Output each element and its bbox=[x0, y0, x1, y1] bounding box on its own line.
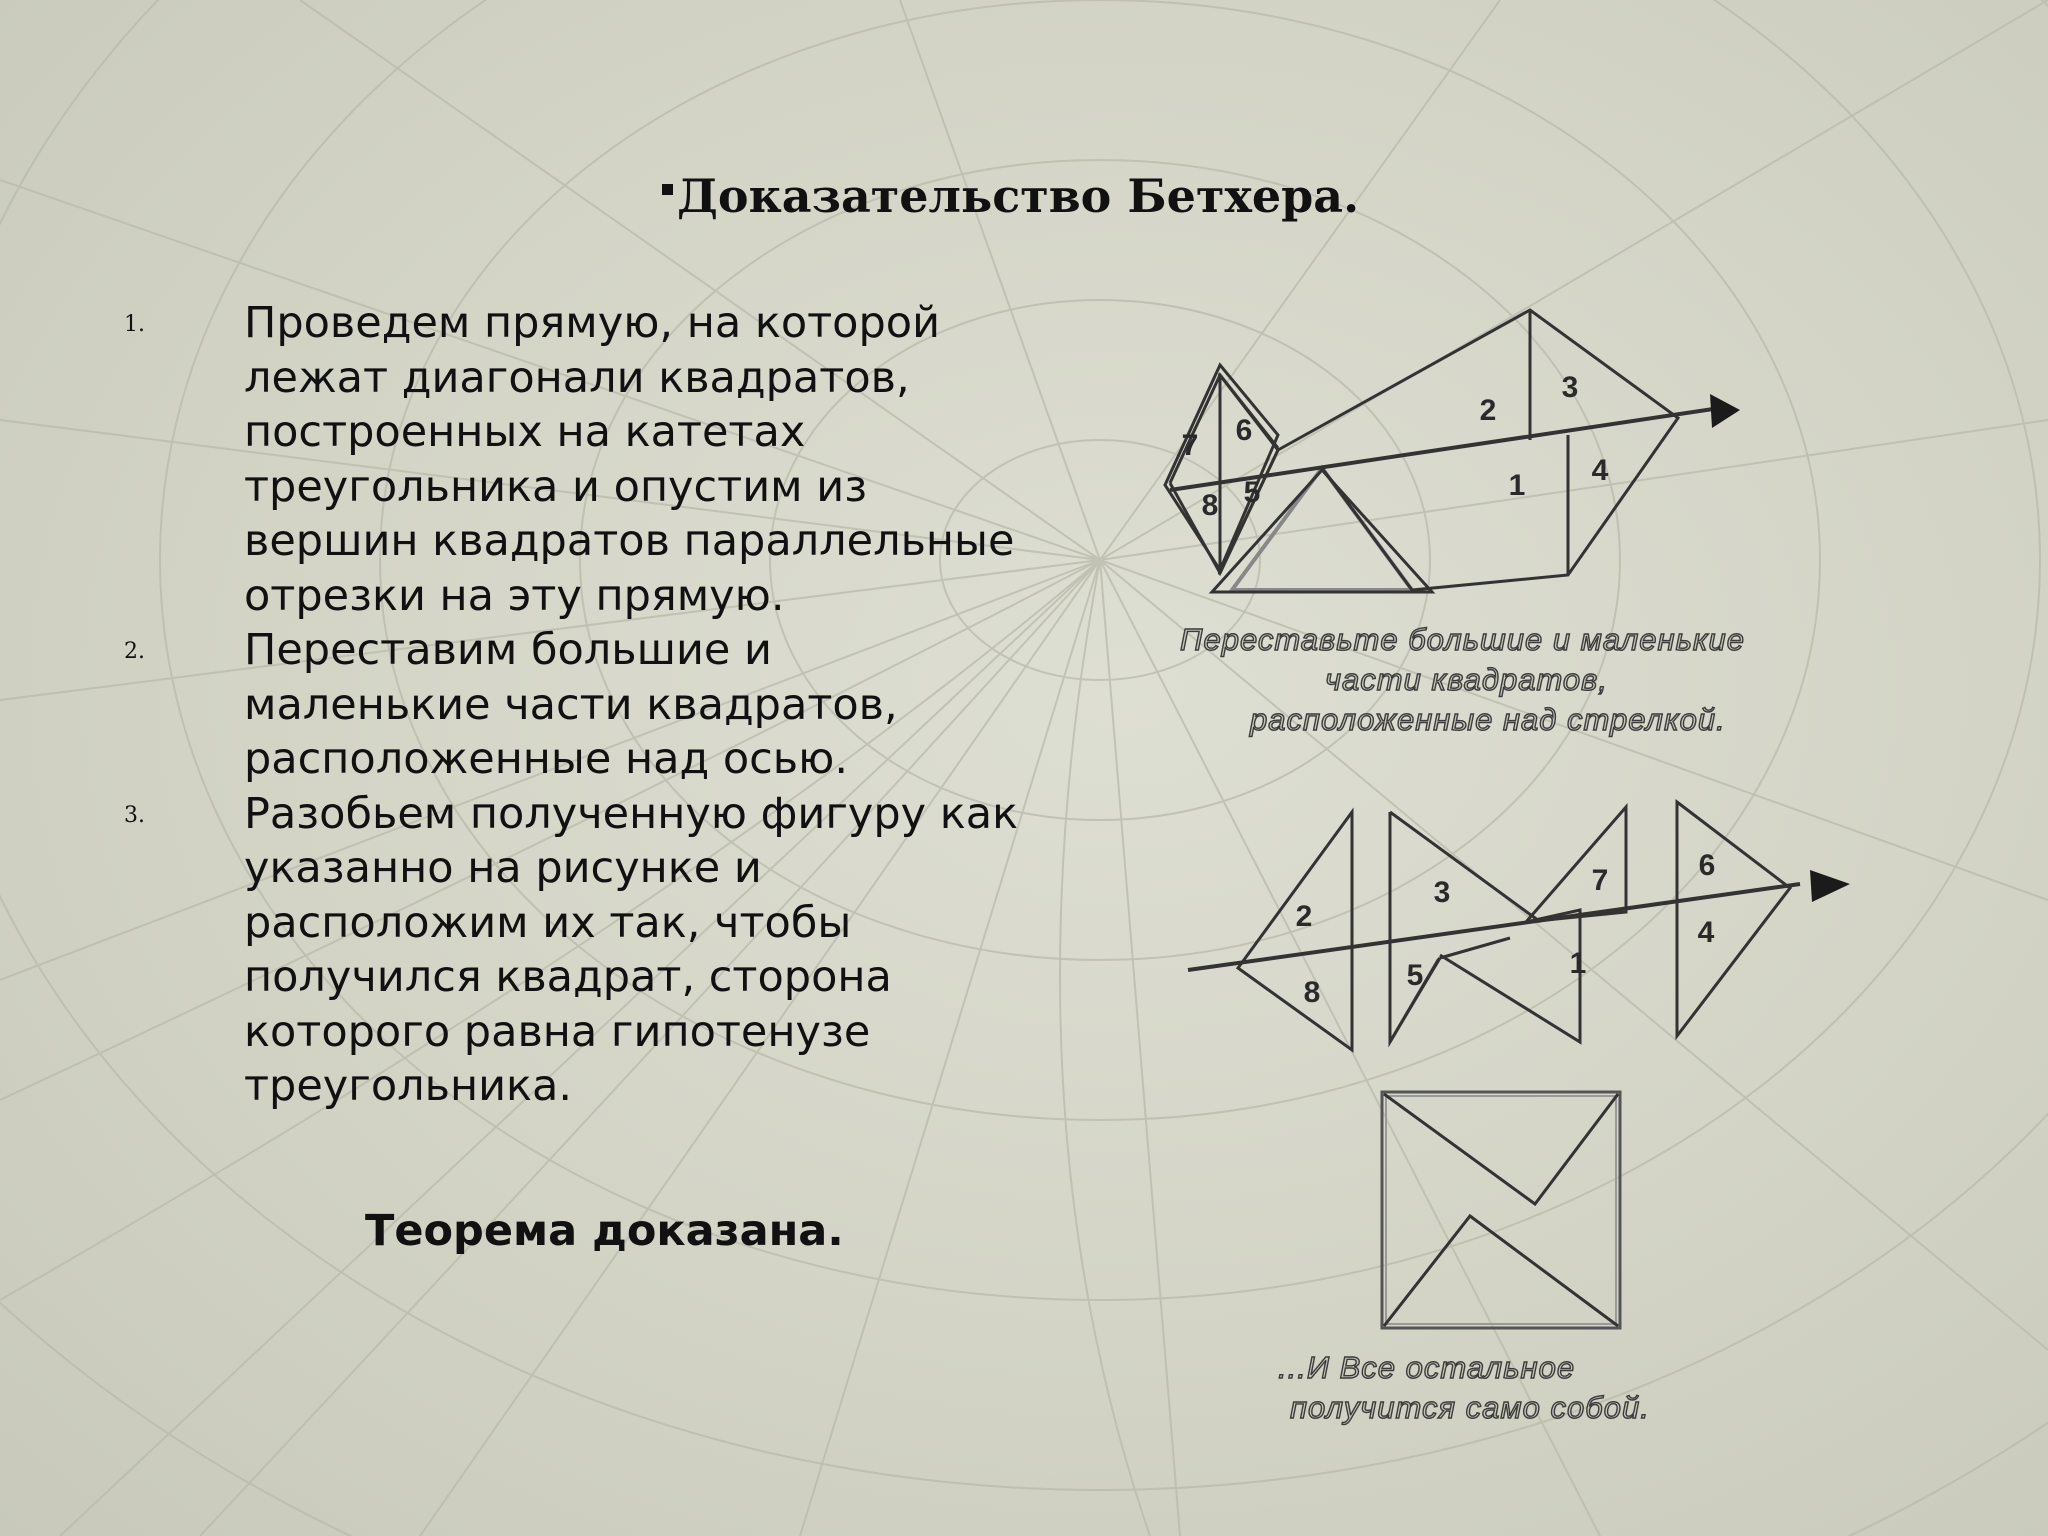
title-bullet-icon bbox=[662, 184, 673, 195]
bottom-square-figure bbox=[1382, 1092, 1620, 1328]
proof-diagram bbox=[1140, 290, 1900, 1450]
step-item bbox=[120, 787, 1020, 1114]
piece-label: 5 bbox=[1406, 959, 1424, 992]
step-number: 3. bbox=[124, 802, 145, 828]
step-number: 2. bbox=[124, 639, 145, 664]
slide-title bbox=[662, 168, 1422, 224]
caption-top-line: расположенные над стрелкой. bbox=[1250, 702, 1726, 737]
caption-bottom-line: ...И Все остальное bbox=[1278, 1350, 1576, 1385]
piece-label: 1 bbox=[1508, 469, 1526, 502]
conclusion-text: Теорема доказана. bbox=[365, 1206, 844, 1256]
piece-label: 7 bbox=[1591, 864, 1609, 897]
piece-label: 1 bbox=[1569, 947, 1587, 980]
piece-label: 3 bbox=[1561, 371, 1579, 404]
right-square bbox=[1278, 310, 1678, 590]
step-number: 1. bbox=[124, 312, 145, 337]
steps-list bbox=[120, 296, 1020, 1114]
piece-label: 8 bbox=[1201, 489, 1219, 522]
piece-label: 2 bbox=[1295, 900, 1313, 933]
top-figure bbox=[1165, 310, 1740, 592]
piece-label: 5 bbox=[1243, 476, 1261, 509]
piece-label: 4 bbox=[1591, 454, 1609, 487]
top-arrow-head bbox=[1710, 394, 1740, 428]
step-text: Переставим большие и маленькие части квадратов, расположенные над осью. bbox=[244, 625, 898, 784]
piece-label: 8 bbox=[1303, 976, 1321, 1009]
piece-label: 6 bbox=[1235, 414, 1253, 447]
piece-label: 4 bbox=[1697, 916, 1715, 949]
step-text: Проведем прямую, на которой лежат диагонали квадратов, построенных на катетах треугольника и опустим из вершин квадратов параллельные отрезки на эту прямую. bbox=[244, 298, 1015, 621]
caption-bottom bbox=[1278, 1348, 1650, 1428]
piece-label: 2 bbox=[1479, 394, 1497, 427]
caption-top bbox=[1180, 620, 1745, 740]
piece-label: 7 bbox=[1181, 429, 1199, 462]
caption-top-line: части квадратов, bbox=[1325, 662, 1608, 697]
caption-bottom-line: получится само собой. bbox=[1290, 1390, 1650, 1425]
middle-piece-right bbox=[1677, 802, 1790, 1036]
step-item bbox=[120, 296, 1020, 623]
middle-figure bbox=[1188, 802, 1850, 1050]
title-text: Доказательство Бетхера. bbox=[677, 169, 1360, 223]
caption-top-line: Переставьте большие и маленькие bbox=[1180, 622, 1746, 657]
middle-piece-center bbox=[1390, 812, 1440, 1042]
piece-label: 3 bbox=[1433, 876, 1451, 909]
step-item bbox=[120, 623, 1020, 787]
middle-arrow-head bbox=[1810, 870, 1850, 902]
piece-label: 6 bbox=[1698, 849, 1716, 882]
step-text: Разобьем полученную фигуру как указанно на рисунке и расположим их так, чтобы получился квадрат, сторона которого равна гипотенузе треугольника. bbox=[244, 788, 1019, 1111]
